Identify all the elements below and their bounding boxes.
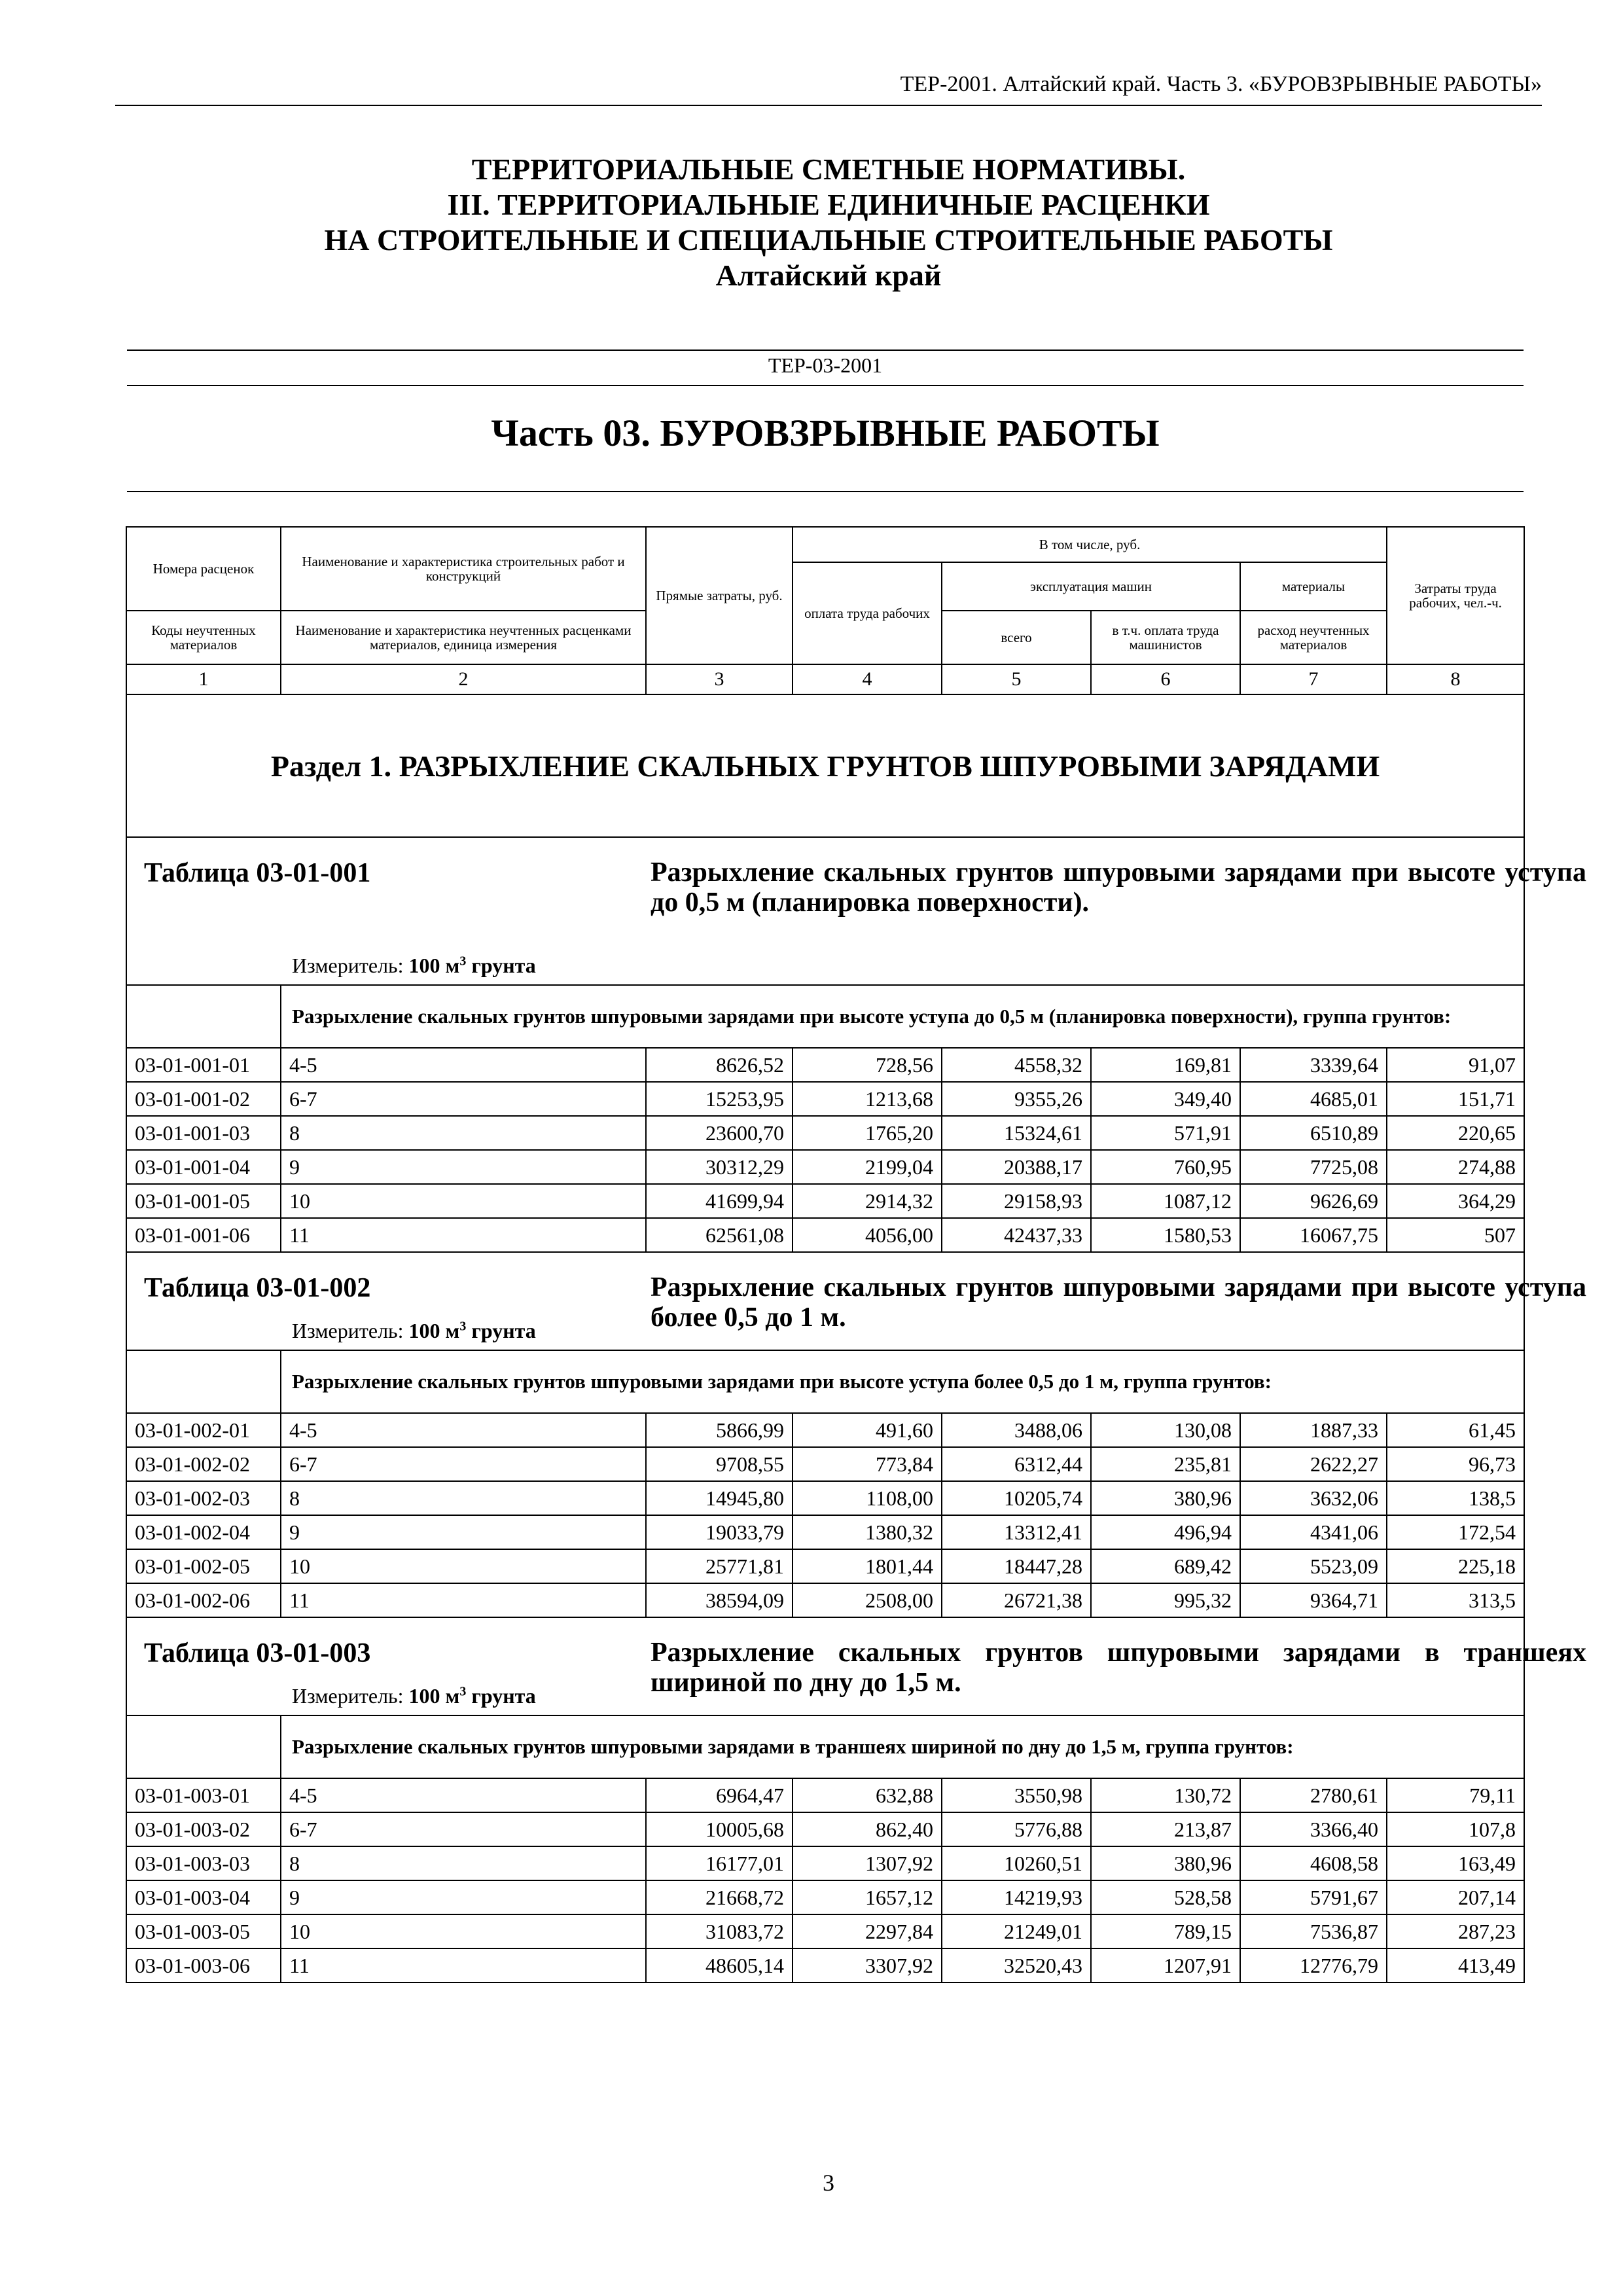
table-cell: 15324,61	[942, 1116, 1091, 1150]
table-row	[126, 1218, 1524, 1252]
unit-label: Измеритель:	[292, 954, 404, 977]
table-cell: 79,11	[1387, 1778, 1524, 1812]
header-cell: расход неучтенных материалов	[1240, 611, 1387, 664]
table-row	[126, 1481, 1524, 1515]
table-cell: 130,72	[1091, 1778, 1240, 1812]
table-cell: 13312,41	[942, 1515, 1091, 1549]
table-cell: 5523,09	[1240, 1549, 1387, 1583]
table-cell: 1207,91	[1091, 1948, 1240, 1982]
table-cell: 2780,61	[1240, 1778, 1387, 1812]
table-cell: 287,23	[1387, 1914, 1524, 1948]
table-cell: 11	[281, 1218, 646, 1252]
table-cell: 12776,79	[1240, 1948, 1387, 1982]
page-number: 3	[823, 2170, 834, 2196]
table-cell: 11	[281, 1948, 646, 1982]
running-header: ТЕР-2001. Алтайский край. Часть 3. «БУРОВЗРЫВНЫЕ РАБОТЫ»	[900, 72, 1542, 96]
table-cell: 03-01-001-03	[126, 1116, 281, 1150]
table-cell: 03-01-003-06	[126, 1948, 281, 1982]
table-cell: 6312,44	[942, 1447, 1091, 1481]
table-cell: 3488,06	[942, 1413, 1091, 1447]
unit-superscript: 3	[459, 1684, 467, 1699]
column-number: 2	[281, 664, 646, 694]
table-cell: 4056,00	[793, 1218, 942, 1252]
description-row	[126, 985, 1524, 1048]
table-cell: 11	[281, 1583, 646, 1617]
table-cell: 1801,44	[793, 1549, 942, 1583]
table-cell: 689,42	[1091, 1549, 1240, 1583]
table-cell: 3632,06	[1240, 1481, 1387, 1515]
table-cell: 1580,53	[1091, 1218, 1240, 1252]
table-cell: 03-01-002-03	[126, 1481, 281, 1515]
table-cell: 25771,81	[646, 1549, 793, 1583]
table-cell: 1765,20	[793, 1116, 942, 1150]
table-cell: 61,45	[1387, 1413, 1524, 1447]
table-cell: 6-7	[281, 1447, 646, 1481]
table-row	[126, 1184, 1524, 1218]
document-title	[115, 152, 1542, 293]
table-cell: 1307,92	[793, 1846, 942, 1880]
table-title-row	[126, 837, 1524, 985]
table-cell: 728,56	[793, 1048, 942, 1082]
table-cell: 8	[281, 1846, 646, 1880]
table-cell: 10005,68	[646, 1812, 793, 1846]
table-cell: 03-01-003-04	[126, 1880, 281, 1914]
table-cell: 21249,01	[942, 1914, 1091, 1948]
table-cell: 21668,72	[646, 1880, 793, 1914]
description-row	[126, 1715, 1524, 1778]
column-number: 7	[1240, 664, 1387, 694]
table-cell: 32520,43	[942, 1948, 1091, 1982]
table-cell: 274,88	[1387, 1150, 1524, 1184]
table-name: Разрыхление скальных грунтов шпуровыми зарядами при высоте уступа более 0,5 до 1 м.	[651, 1272, 1586, 1333]
table-cell: 14219,93	[942, 1880, 1091, 1914]
description-blank	[126, 1350, 281, 1413]
work-description: Разрыхление скальных грунтов шпуровыми зарядами при высоте уступа до 0,5 м (планировка поверхности), группа грунтов:	[281, 985, 1524, 1048]
table-cell: 19033,79	[646, 1515, 793, 1549]
table-cell: 20388,17	[942, 1150, 1091, 1184]
description-row	[126, 1350, 1524, 1413]
table-cell: 62561,08	[646, 1218, 793, 1252]
table-cell: 496,94	[1091, 1515, 1240, 1549]
unit-label: Измеритель:	[292, 1319, 404, 1342]
header-cell: эксплуатация машин	[942, 562, 1240, 611]
table-cell: 29158,93	[942, 1184, 1091, 1218]
table-cell: 789,15	[1091, 1914, 1240, 1948]
table-cell: 18447,28	[942, 1549, 1091, 1583]
table-cell: 3366,40	[1240, 1812, 1387, 1846]
table-cell: 9626,69	[1240, 1184, 1387, 1218]
table-cell: 2297,84	[793, 1914, 942, 1948]
table-cell: 220,65	[1387, 1116, 1524, 1150]
table-name: Разрыхление скальных грунтов шпуровыми зарядами при высоте уступа до 0,5 м (планировка поверхности).	[651, 857, 1586, 918]
table-row	[126, 1150, 1524, 1184]
table-cell: 235,81	[1091, 1447, 1240, 1481]
table-cell: 23600,70	[646, 1116, 793, 1150]
unit-of-measure	[292, 954, 536, 978]
table-cell: 10	[281, 1184, 646, 1218]
table-cell: 4-5	[281, 1778, 646, 1812]
table-cell: 03-01-001-06	[126, 1218, 281, 1252]
table-cell: 364,29	[1387, 1184, 1524, 1218]
table-cell: 5866,99	[646, 1413, 793, 1447]
table-cell: 03-01-003-03	[126, 1846, 281, 1880]
table-cell: 42437,33	[942, 1218, 1091, 1252]
table-cell: 2914,32	[793, 1184, 942, 1218]
header-cell: Прямые затраты, руб.	[646, 527, 793, 664]
table-cell: 528,58	[1091, 1880, 1240, 1914]
table-cell: 9355,26	[942, 1082, 1091, 1116]
table-cell: 9708,55	[646, 1447, 793, 1481]
header-row	[126, 527, 1524, 562]
table-row	[126, 1413, 1524, 1447]
table-cell: 03-01-002-02	[126, 1447, 281, 1481]
table-cell: 9364,71	[1240, 1583, 1387, 1617]
table-cell: 10	[281, 1914, 646, 1948]
table-cell: 1380,32	[793, 1515, 942, 1549]
unit-value: 100 м	[408, 1319, 460, 1342]
table-cell: 10	[281, 1549, 646, 1583]
table-cell: 2199,04	[793, 1150, 942, 1184]
table-cell: 26721,38	[942, 1583, 1091, 1617]
table-cell: 1213,68	[793, 1082, 942, 1116]
table-cell: 2622,27	[1240, 1447, 1387, 1481]
table-cell: 130,08	[1091, 1413, 1240, 1447]
table-cell: 91,07	[1387, 1048, 1524, 1082]
table-title-cell	[126, 837, 1586, 985]
table-cell: 03-01-002-01	[126, 1413, 281, 1447]
unit-superscript: 3	[459, 954, 467, 969]
table-cell: 207,14	[1387, 1880, 1524, 1914]
table-cell: 30312,29	[646, 1150, 793, 1184]
code-rule-top	[127, 350, 1524, 351]
table-cell: 413,49	[1387, 1948, 1524, 1982]
table-cell: 15253,95	[646, 1082, 793, 1116]
table-cell: 03-01-002-06	[126, 1583, 281, 1617]
table-name: Разрыхление скальных грунтов шпуровыми зарядами в траншеях шириной по дну до 1,5 м.	[651, 1638, 1586, 1698]
table-cell: 03-01-003-05	[126, 1914, 281, 1948]
title-line: III. ТЕРРИТОРИАЛЬНЫЕ ЕДИНИЧНЫЕ РАСЦЕНКИ	[447, 188, 1210, 221]
section-title: Раздел 1. РАЗРЫХЛЕНИЕ СКАЛЬНЫХ ГРУНТОВ ШПУРОВЫМИ ЗАРЯДАМИ	[126, 694, 1524, 837]
column-number: 5	[942, 664, 1091, 694]
table-cell: 03-01-003-02	[126, 1812, 281, 1846]
header-cell: всего	[942, 611, 1091, 664]
table-row	[126, 1880, 1524, 1914]
table-cell: 03-01-001-04	[126, 1150, 281, 1184]
table-number: Таблица 03-01-002	[144, 1273, 371, 1303]
table-cell: 571,91	[1091, 1116, 1240, 1150]
part-title-rule	[127, 491, 1524, 492]
table-cell: 163,49	[1387, 1846, 1524, 1880]
header-cell: В том числе, руб.	[793, 527, 1387, 562]
header-cell: Номера расценок	[126, 527, 281, 611]
table-cell: 4341,06	[1240, 1515, 1387, 1549]
table-title-cell	[126, 1617, 1586, 1715]
table-row	[126, 1914, 1524, 1948]
table-cell: 213,87	[1091, 1812, 1240, 1846]
unit-suffix: грунта	[466, 1319, 536, 1342]
unit-label: Измеритель:	[292, 1684, 404, 1708]
table-cell: 4-5	[281, 1048, 646, 1082]
table-cell: 6-7	[281, 1812, 646, 1846]
table-cell: 9	[281, 1150, 646, 1184]
column-number: 8	[1387, 664, 1524, 694]
table-cell: 107,8	[1387, 1812, 1524, 1846]
table-cell: 6964,47	[646, 1778, 793, 1812]
section-row	[126, 694, 1524, 837]
table-cell: 2508,00	[793, 1583, 942, 1617]
table-cell: 169,81	[1091, 1048, 1240, 1082]
table-cell: 03-01-002-05	[126, 1549, 281, 1583]
table-cell: 4608,58	[1240, 1846, 1387, 1880]
table-cell: 8626,52	[646, 1048, 793, 1082]
header-cell: Наименование и характеристика неучтенных расценками материалов, единица измерения	[281, 611, 646, 664]
table-cell: 1887,33	[1240, 1413, 1387, 1447]
table-cell: 03-01-003-01	[126, 1778, 281, 1812]
column-number: 3	[646, 664, 793, 694]
table-cell: 3307,92	[793, 1948, 942, 1982]
table-cell: 7725,08	[1240, 1150, 1387, 1184]
table-cell: 7536,87	[1240, 1914, 1387, 1948]
table-cell: 1087,12	[1091, 1184, 1240, 1218]
rate-tables	[126, 837, 1586, 1982]
table-row	[126, 1778, 1524, 1812]
unit-value: 100 м	[408, 954, 460, 977]
unit-suffix: грунта	[466, 954, 536, 977]
table-cell: 16177,01	[646, 1846, 793, 1880]
table-cell: 1657,12	[793, 1880, 942, 1914]
table-cell: 8	[281, 1116, 646, 1150]
table-cell: 995,32	[1091, 1583, 1240, 1617]
table-cell: 38594,09	[646, 1583, 793, 1617]
table-number: Таблица 03-01-001	[144, 858, 371, 888]
table-row	[126, 1549, 1524, 1583]
table-cell: 03-01-001-02	[126, 1082, 281, 1116]
header-cell: в т.ч. оплата труда машинистов	[1091, 611, 1240, 664]
table-cell: 6510,89	[1240, 1116, 1387, 1150]
table-cell: 03-01-002-04	[126, 1515, 281, 1549]
table-cell: 3339,64	[1240, 1048, 1387, 1082]
table-title-row	[126, 1252, 1524, 1350]
unit-value: 100 м	[408, 1684, 460, 1708]
table-cell: 773,84	[793, 1447, 942, 1481]
table-cell: 16067,75	[1240, 1218, 1387, 1252]
table-cell: 862,40	[793, 1812, 942, 1846]
table-row	[126, 1447, 1524, 1481]
table-cell: 151,71	[1387, 1082, 1524, 1116]
table-cell: 8	[281, 1481, 646, 1515]
table-cell: 10260,51	[942, 1846, 1091, 1880]
table-cell: 03-01-001-01	[126, 1048, 281, 1082]
table-cell: 172,54	[1387, 1515, 1524, 1549]
table-row	[126, 1048, 1524, 1082]
table-cell: 349,40	[1091, 1082, 1240, 1116]
table-cell: 4685,01	[1240, 1082, 1387, 1116]
table-cell: 41699,94	[646, 1184, 793, 1218]
unit-suffix: грунта	[466, 1684, 536, 1708]
table-row	[126, 1082, 1524, 1116]
column-number: 4	[793, 664, 942, 694]
table-cell: 313,5	[1387, 1583, 1524, 1617]
table-cell: 507	[1387, 1218, 1524, 1252]
table-cell: 31083,72	[646, 1914, 793, 1948]
description-blank	[126, 985, 281, 1048]
table-cell: 14945,80	[646, 1481, 793, 1515]
table-cell: 5776,88	[942, 1812, 1091, 1846]
table-cell: 225,18	[1387, 1549, 1524, 1583]
title-line: НА СТРОИТЕЛЬНЫЕ И СПЕЦИАЛЬНЫЕ СТРОИТЕЛЬНЫЕ РАБОТЫ	[324, 223, 1333, 257]
title-line: ТЕРРИТОРИАЛЬНЫЕ СМЕТНЫЕ НОРМАТИВЫ.	[471, 152, 1186, 186]
table-cell: 380,96	[1091, 1481, 1240, 1515]
header-cell: Затраты труда рабочих, чел.-ч.	[1387, 527, 1524, 664]
work-description: Разрыхление скальных грунтов шпуровыми зарядами в траншеях шириной по дну до 1,5 м, группа грунтов:	[281, 1715, 1524, 1778]
column-number-row	[126, 664, 1524, 694]
header-cell: материалы	[1240, 562, 1387, 611]
rates-table	[126, 526, 1586, 1983]
description-blank	[126, 1715, 281, 1778]
table-row	[126, 1812, 1524, 1846]
work-description: Разрыхление скальных грунтов шпуровыми зарядами при высоте уступа более 0,5 до 1 м, группа грунтов:	[281, 1350, 1524, 1413]
table-row	[126, 1948, 1524, 1982]
table-cell: 6-7	[281, 1082, 646, 1116]
table-cell: 9	[281, 1515, 646, 1549]
table-cell: 96,73	[1387, 1447, 1524, 1481]
table-cell: 5791,67	[1240, 1880, 1387, 1914]
table-cell: 48605,14	[646, 1948, 793, 1982]
unit-superscript: 3	[459, 1319, 467, 1334]
table-cell: 10205,74	[942, 1481, 1091, 1515]
table-cell: 760,95	[1091, 1150, 1240, 1184]
code-rule-bottom	[127, 385, 1524, 386]
table-row	[126, 1583, 1524, 1617]
document-code: ТЕР-03-2001	[768, 353, 883, 377]
header-rule	[115, 105, 1542, 106]
header-cell: оплата труда рабочих	[793, 562, 942, 664]
table-cell: 380,96	[1091, 1846, 1240, 1880]
table-cell: 632,88	[793, 1778, 942, 1812]
table-cell: 4-5	[281, 1413, 646, 1447]
unit-of-measure	[292, 1319, 536, 1343]
table-cell: 491,60	[793, 1413, 942, 1447]
column-number: 1	[126, 664, 281, 694]
table-title-row	[126, 1617, 1524, 1715]
header-cell: Наименование и характеристика строительных работ и конструкций	[281, 527, 646, 611]
table-number: Таблица 03-01-003	[144, 1638, 371, 1668]
unit-of-measure	[292, 1684, 536, 1708]
title-line: Алтайский край	[715, 259, 942, 292]
table-cell: 3550,98	[942, 1778, 1091, 1812]
table-cell: 03-01-001-05	[126, 1184, 281, 1218]
table-row	[126, 1515, 1524, 1549]
table-cell: 9	[281, 1880, 646, 1914]
table-cell: 138,5	[1387, 1481, 1524, 1515]
table-title-cell	[126, 1252, 1586, 1350]
part-title: Часть 03. БУРОВЗРЫВНЫЕ РАБОТЫ	[491, 412, 1160, 454]
table-row	[126, 1846, 1524, 1880]
header-cell: Коды неучтенных материалов	[126, 611, 281, 664]
table-row	[126, 1116, 1524, 1150]
column-number: 6	[1091, 664, 1240, 694]
table-cell: 4558,32	[942, 1048, 1091, 1082]
table-cell: 1108,00	[793, 1481, 942, 1515]
